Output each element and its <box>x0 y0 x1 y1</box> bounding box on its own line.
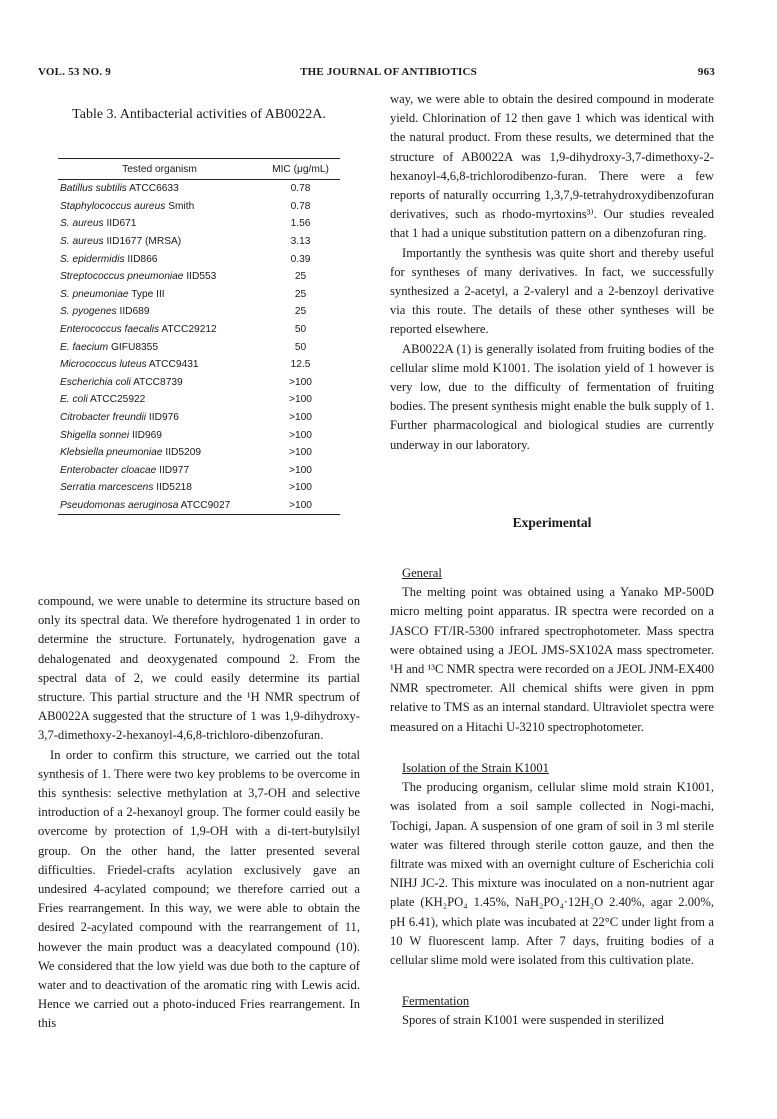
mic-value: >100 <box>289 482 312 494</box>
mic-value: 50 <box>294 324 307 336</box>
table-row <box>58 321 340 339</box>
mic-value: 0.78 <box>290 183 311 195</box>
table-row <box>58 497 340 515</box>
organism-name: Staphylococcus aureus <box>60 200 166 212</box>
strain-id: ATCC6633 <box>129 183 179 195</box>
table-header-row <box>58 159 340 180</box>
organism-cell <box>58 303 261 321</box>
paragraph: AB0022A (1) is generally isolated from fruiting bodies of the cellular slime mold K1001. The isolation yield of 1 however is very low, due to the difficulty of fermentation of fruiting bodies. The present synthesis might enable the bulk supply of 1. Further pharmacological and biological studies are currently underway in our laboratory. <box>390 341 714 452</box>
organism-name: E. coli <box>60 394 88 406</box>
strain-id: ATCC9027 <box>180 499 231 511</box>
journal-title: THE JOURNAL OF ANTIBIOTICS <box>300 66 477 78</box>
organism-cell <box>58 180 261 198</box>
mic-value: 1.56 <box>290 218 311 230</box>
organism-name: Shigella sonnei <box>60 429 130 441</box>
mic-value: 25 <box>294 271 307 283</box>
organism-name: Enterococcus faecalis <box>60 324 160 336</box>
table-row <box>58 338 340 356</box>
organism-name: Klebsiella pneumoniae <box>60 447 163 459</box>
mic-value: >100 <box>289 412 312 424</box>
organism-name: Batillus subtilis <box>60 183 127 195</box>
organism-name: Micrococcus luteus <box>60 359 147 371</box>
organism-cell <box>58 268 261 286</box>
organism-cell <box>58 233 261 251</box>
organism-name: S. pyogenes <box>60 306 117 318</box>
strain-id: ATCC25922 <box>90 394 146 406</box>
subsection-heading-text: General <box>402 566 442 581</box>
organism-name: S. epidermidis <box>60 253 125 265</box>
strain-id: ATCC9431 <box>148 359 199 371</box>
table-row <box>58 215 340 233</box>
strain-id: IID671 <box>106 218 137 230</box>
strain-id: Type III <box>131 288 165 300</box>
organism-cell <box>58 198 261 216</box>
left-column <box>38 592 360 1034</box>
subsection-heading-text: Isolation of the Strain K1001 <box>402 760 549 775</box>
organism-name: S. aureus <box>60 236 104 248</box>
journal-volume: VOL. 53 NO. 9 <box>38 66 111 78</box>
organism-cell <box>58 356 261 374</box>
subsection-heading-fermentation <box>390 992 714 1011</box>
subsection-heading-general <box>390 564 714 583</box>
table-row <box>58 391 340 409</box>
table-row <box>58 303 340 321</box>
mic-value: >100 <box>289 429 312 441</box>
strain-id: IID969 <box>131 429 162 441</box>
strain-id: IID5209 <box>165 447 202 459</box>
paragraph: The melting point was obtained using a Yanako MP-500D micro melting point apparatus. IR spectra were recorded on a JASCO FT/IR-5300 infrared spectrophotometer. Mass spectra were obtained using a JEOL JMS-SX102A mass spectrometer. ¹H and ¹³C NMR spectra were recorded on a JEOL JNM-EX400 NMR spectrometer. All chemical shifts were given in ppm relative to TMS as an internal standard. Ultraviolet spectra were measured on a Hitachi U-3210 spectrophotometer. <box>390 585 714 734</box>
organism-name: Serratia marcescens <box>60 482 154 494</box>
strain-id: Smith <box>168 200 195 212</box>
organism-name: E. faecium <box>60 341 109 353</box>
paragraph: way, we were able to obtain the desired compound in moderate yield. Chlorination of 12 then gave 1 which was identical with the natural product. From these results, we determined that the structure of AB0022A was 1,9-dihydroxy-3,7-dimethoxy-2-hexanoyl-4,6,8-trichlorodibenzo-furan. There were a few reports of naturally occurring 1,3,7,9-tetrahydroxydibenzofuran derivatives, such as rhodo-myrtoxins³⁾. Our studies revealed that 1 had a unique substitution pattern on a dibenzofuran ring. <box>390 92 714 241</box>
organism-cell <box>58 286 261 304</box>
strain-id: IID553 <box>186 271 217 283</box>
table-row <box>58 286 340 304</box>
section-title-experimental: Experimental <box>512 514 592 530</box>
mic-value: 0.39 <box>290 253 311 265</box>
subsection-heading-isolation <box>390 759 714 778</box>
mic-value: >100 <box>289 464 312 476</box>
strain-id: IID866 <box>127 253 158 265</box>
mic-value: 25 <box>294 306 307 318</box>
organism-name: S. pneumoniae <box>60 288 129 300</box>
table-row <box>58 233 340 251</box>
organism-cell <box>58 215 261 233</box>
table-row <box>58 198 340 216</box>
right-column <box>390 90 714 1031</box>
table-row <box>58 268 340 286</box>
mic-value: >100 <box>289 447 312 459</box>
paragraph: Spores of strain K1001 were suspended in sterilized <box>402 1013 664 1028</box>
strain-id: IID976 <box>148 412 179 424</box>
organism-name: Citrobacter freundii <box>60 412 147 424</box>
column-header-mic: MIC (μg/mL) <box>261 159 340 180</box>
mic-value: 25 <box>294 288 307 300</box>
organism-name: Streptococcus pneumoniae <box>60 271 184 283</box>
table-row <box>58 409 340 427</box>
mic-value: >100 <box>289 394 312 406</box>
strain-id: GIFU8355 <box>110 341 158 353</box>
table-row <box>58 180 340 198</box>
organism-name: S. aureus <box>60 218 104 230</box>
organism-cell <box>58 462 261 480</box>
organism-cell <box>58 374 261 392</box>
column-header-organism: Tested organism <box>58 159 261 180</box>
paragraph: The producing organism, cellular slime mold strain K1001, was isolated from a soil sample collected in Nogi-machi, Tochigi, Japan. A suspension of one gram of soil in 3 ml sterile water was filtered through sterile cotton gauze, and then the filtrate was mixed with an overnight culture of Escherichia coli NIHJ JC-2. This mixture was inoculated on a non-nutrient agar plate (KH₂PO₄ 1.45%, NaH₂PO₄·12H₂O 2.40%, agar 2.00%, pH 6.41), which plate was incubated at 22°C under light from a 10 W fluorescent lamp. After 7 days, fruiting bodies of a cellular slime mold were isolated from this cultivation plate. <box>390 780 714 967</box>
organism-cell <box>58 409 261 427</box>
strain-id: IID5218 <box>156 482 192 494</box>
mic-value: 0.78 <box>290 200 311 212</box>
mic-value: >100 <box>289 376 312 388</box>
table-row <box>58 444 340 462</box>
organism-cell <box>58 321 261 339</box>
organism-name: Enterobacter cloacae <box>60 464 157 476</box>
paragraph: Importantly the synthesis was quite short and thereby useful for syntheses of many derivatives. In fact, we successfully synthesized a 2-acetyl, a 2-valeryl and a 2-benzoyl derivative via this route. The details of these other syntheses will be reported elsewhere. <box>390 245 714 337</box>
mic-value: >100 <box>261 497 340 515</box>
organism-name: Escherichia coli <box>60 376 131 388</box>
paragraph: compound, we were unable to determine its structure based on only its spectral data. We therefore hydrogenated 1 in order to determine the structure. Fortunately, hydrogenation gave a dehalogenated and deoxygenated compound 2. From the spectral data of 2, we could easily determine its partial structure. This partial structure and the ¹H NMR spectrum of AB0022A suggested that the structure of 1 was 1,9-dihydroxy-3,7-dimethoxy-2-hexanoyl-4,6,8-trichloro-dibenzofuran. <box>38 594 360 743</box>
strain-id: IID977 <box>159 464 190 476</box>
table-body <box>58 180 340 515</box>
organism-cell <box>58 444 261 462</box>
strain-id: ATCC29212 <box>161 324 217 336</box>
organism-cell <box>58 338 261 356</box>
table-row <box>58 462 340 480</box>
mic-table <box>58 158 340 515</box>
strain-id: IID1677 (MRSA) <box>106 236 182 248</box>
strain-id: ATCC8739 <box>133 376 183 388</box>
page-number: 963 <box>697 66 715 78</box>
mic-value: 50 <box>294 341 307 353</box>
table-row <box>58 374 340 392</box>
table-row <box>58 250 340 268</box>
mic-value: 12.5 <box>290 359 311 371</box>
organism-cell <box>58 426 261 444</box>
organism-name: Pseudomonas aeruginosa <box>60 499 179 511</box>
mic-value: 3.13 <box>290 236 311 248</box>
organism-cell <box>58 497 261 515</box>
table-caption: Table 3. Antibacterial activities of AB0022A. <box>72 107 326 122</box>
subsection-heading-text: Fermentation <box>402 994 470 1009</box>
organism-cell <box>58 250 261 268</box>
table-row <box>58 426 340 444</box>
table-row <box>58 479 340 497</box>
paragraph: In order to confirm this structure, we carried out the total synthesis of 1. There were two key problems to be overcome in this synthesis: selective methylation at 3,7-OH and selective introduction of a 2-hexanoyl group. The former could easily be overcome by protection of 1,9-OH with a di-tert-butylsilyl group. On the other hand, the latter presented several difficulties. Friedel-crafts acylation exclusively gave an undesired 4-acylated compound; we therefore carried out a Fries rearrangement. In this way, we were able to obtain the desired 2-acylated compound with the rearrangement of 11, however the main product was a deacylated compound (10). We considered that the low yield was due both to the capture of water and to deactivation of the aromatic ring with Lewis acid. Hence we carried out a photo-induced Fries rearrangement. In this <box>38 747 360 1031</box>
organism-cell <box>58 479 261 497</box>
strain-id: IID689 <box>119 306 150 318</box>
organism-cell <box>58 391 261 409</box>
table-row <box>58 356 340 374</box>
